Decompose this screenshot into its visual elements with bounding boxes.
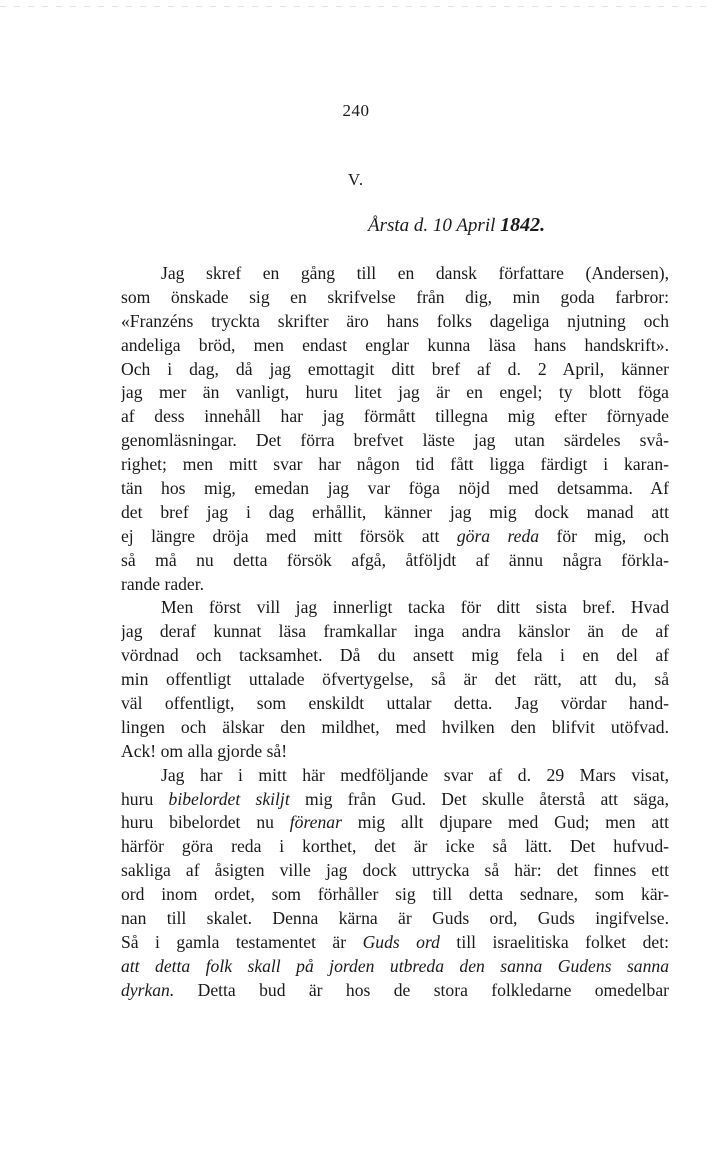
text-line bbox=[121, 955, 669, 979]
text-line bbox=[121, 310, 669, 334]
emphasized-text: Guds ord bbox=[362, 931, 440, 952]
text-line bbox=[121, 811, 669, 835]
text-line bbox=[121, 931, 669, 955]
text-segment: mig från Gud. Det skulle återstå att säga, bbox=[289, 788, 669, 809]
text-segment: af dess innehåll har jag förmått tillegna mig efter förnyade bbox=[121, 406, 669, 427]
text-segment: Jag har i mitt här medföljande svar af d. 29 Mars visat, bbox=[161, 764, 669, 785]
text-segment: sakliga af åsigten ville jag dock uttrycka så här: det finnes ett bbox=[121, 860, 669, 881]
text-segment: rande rader. bbox=[121, 573, 205, 594]
text-line bbox=[121, 573, 669, 597]
text-line bbox=[121, 668, 669, 692]
text-segment: andeliga bröd, men endast englar kunna läsa hans handskrift». bbox=[121, 334, 669, 355]
text-line bbox=[121, 525, 669, 549]
text-line bbox=[121, 429, 669, 453]
text-line bbox=[121, 334, 669, 358]
text-line bbox=[121, 262, 669, 286]
text-segment: som önskade sig en skrifvelse från dig, min goda farbror: bbox=[121, 286, 669, 307]
text-line bbox=[121, 644, 669, 668]
text-segment: «Franzéns tryckta skrifter äro hans folks dageliga njutning och bbox=[121, 310, 669, 331]
text-segment: för mig, och bbox=[539, 525, 669, 546]
section-number: V. bbox=[347, 170, 365, 189]
text-segment: lingen och älskar den mildhet, med hvilken den blifvit utöfvad. bbox=[121, 716, 669, 737]
text-segment: huru bbox=[121, 788, 169, 809]
text-segment: Detta bud är hos de stora folkledarne omedelbar bbox=[174, 979, 669, 1000]
emphasized-text: bibelordet skiljt bbox=[168, 788, 290, 809]
text-line bbox=[121, 907, 669, 931]
text-line bbox=[121, 596, 669, 620]
text-segment: Så i gamla testamentet är bbox=[121, 931, 363, 952]
text-line bbox=[121, 620, 669, 644]
emphasized-text: dyrkan. bbox=[121, 979, 175, 1000]
text-line bbox=[121, 764, 669, 788]
text-segment: min offentligt uttalade öfvertygelse, så är det rätt, att du, så bbox=[121, 669, 669, 690]
text-segment: genomläsningar. Det förra brefvet läste jag utan särdeles svå- bbox=[121, 430, 669, 451]
text-line bbox=[121, 835, 669, 859]
text-line bbox=[121, 883, 669, 907]
text-segment: huru bibelordet nu bbox=[121, 812, 290, 833]
text-line bbox=[121, 501, 669, 525]
text-line bbox=[121, 740, 669, 764]
dateline bbox=[368, 214, 545, 237]
text-segment: ord inom ordet, som förhåller sig till detta sednare, som kär- bbox=[121, 884, 669, 905]
text-line bbox=[121, 716, 669, 740]
text-segment: vördnad och tacksamhet. Då du ansett mig fela i en del af bbox=[121, 645, 669, 666]
text-line bbox=[121, 692, 669, 716]
text-line bbox=[121, 979, 669, 1003]
text-line bbox=[121, 381, 669, 405]
text-segment: mig allt djupare med Gud; men att bbox=[341, 812, 669, 833]
text-line bbox=[121, 453, 669, 477]
dateline-text: Årsta d. 10 April bbox=[368, 215, 501, 236]
dateline-year: 1842. bbox=[500, 214, 546, 236]
text-line bbox=[121, 358, 669, 382]
text-segment: Jag skref en gång till en dansk författare (Andersen), bbox=[161, 263, 669, 283]
text-segment: så må nu detta försök afgå, åtföljdt af ännu några förkla- bbox=[121, 549, 669, 570]
text-segment: jag deraf kunnat läsa framkallar inga andra känslor än de af bbox=[121, 621, 669, 642]
page-number: 240 bbox=[342, 101, 370, 120]
text-line bbox=[121, 286, 669, 310]
text-segment: härför göra reda i korthet, det är icke så lätt. Det hufvud- bbox=[121, 836, 669, 857]
text-segment: jag mer än vanligt, huru litet jag är en engel; ty blott föga bbox=[121, 382, 669, 403]
text-segment: väl offentligt, som enskildt uttalar detta. Jag vördar hand- bbox=[121, 693, 669, 714]
text-line bbox=[121, 788, 669, 812]
emphasized-text: att detta folk skall på jorden utbreda den sanna Gudens sanna bbox=[121, 955, 669, 976]
text-segment: ej längre dröja med mitt försök att bbox=[121, 525, 457, 546]
text-line bbox=[121, 859, 669, 883]
text-line bbox=[121, 549, 669, 573]
page-edge-scan-artifact bbox=[0, 6, 712, 7]
text-segment: Men först vill jag innerligt tacka för ditt sista bref. Hvad bbox=[161, 597, 669, 618]
text-segment: det bref jag i dag erhållit, känner jag mig dock manad att bbox=[121, 501, 669, 522]
text-segment: Ack! om alla gjorde så! bbox=[121, 740, 288, 761]
text-segment: nan till skalet. Denna kärna är Guds ord, Guds ingifvelse. bbox=[121, 908, 669, 929]
text-segment: till israelitiska folket det: bbox=[439, 931, 669, 952]
text-segment: righet; men mitt svar har någon tid fått ligga färdigt i karan- bbox=[121, 454, 669, 475]
letter-body bbox=[121, 262, 669, 1003]
emphasized-text: förenar bbox=[289, 812, 342, 833]
text-segment: Och i dag, då jag emottagit ditt bref af d. 2 April, känner bbox=[121, 358, 669, 379]
emphasized-text: göra reda bbox=[456, 525, 540, 546]
text-segment: tän hos mig, emedan jag var föga nöjd med detsamma. Af bbox=[121, 478, 669, 499]
text-line bbox=[121, 405, 669, 429]
text-line bbox=[121, 477, 669, 501]
